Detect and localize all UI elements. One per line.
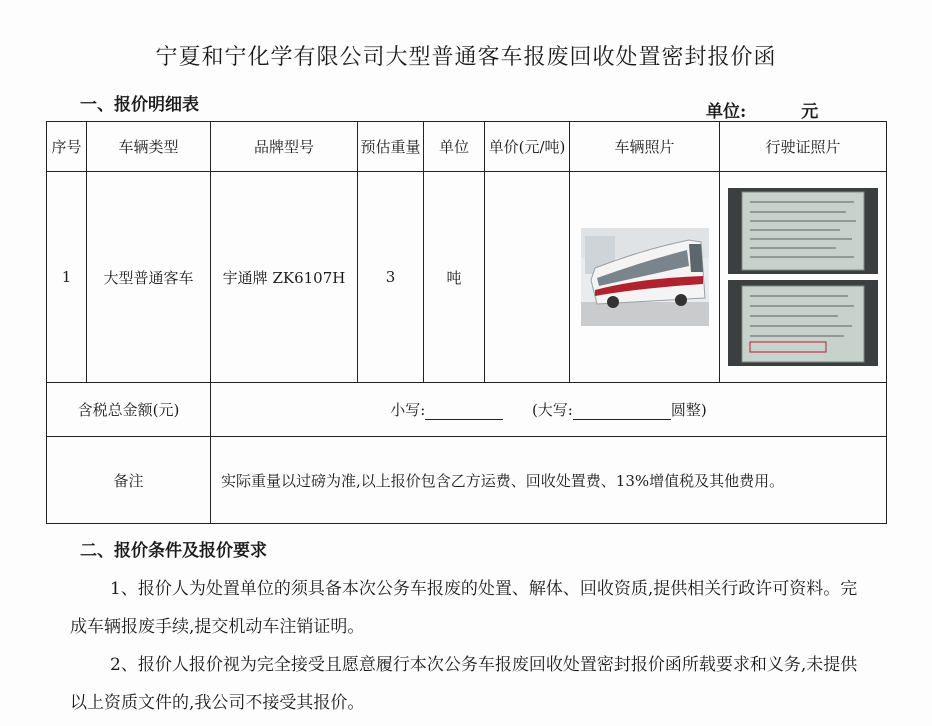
total-big-blank bbox=[573, 405, 671, 420]
quote-table bbox=[46, 121, 887, 524]
document-title: 宁夏和宁化学有限公司大型普通客车报废回收处置密封报价函 bbox=[155, 45, 777, 70]
requirement-paragraph-2: 2、报价人报价视为完全接受且愿意履行本次公务车报废回收处置密封报价函所载要求和义务,未提供以上资质文件的,我公司不接受其报价。 bbox=[70, 655, 858, 713]
total-label: 含税总金额(元) bbox=[47, 383, 211, 437]
header-unit: 单位 bbox=[424, 122, 485, 172]
total-amount-cell bbox=[211, 383, 887, 437]
section-1-heading: 一、报价明细表 bbox=[80, 95, 199, 115]
license-photo-top bbox=[728, 188, 878, 274]
cell-unit-price bbox=[485, 172, 570, 383]
note-text: 实际重量以过磅为准,以上报价包含乙方运费、回收处置费、13%增值税及其他费用。 bbox=[211, 437, 887, 524]
unit-value: 元 bbox=[801, 102, 819, 122]
total-big-label: (大写: bbox=[531, 401, 573, 419]
table-header-row bbox=[47, 122, 887, 172]
header-est-weight: 预估重量 bbox=[358, 122, 424, 172]
header-seq: 序号 bbox=[47, 122, 87, 172]
unit-label bbox=[706, 97, 818, 122]
bus-photo bbox=[581, 228, 709, 326]
header-vehicle-type: 车辆类型 bbox=[87, 122, 211, 172]
total-small-label: 小写: bbox=[390, 401, 426, 419]
requirement-paragraph-1: 1、报价人为处置单位的须具备本次公务车报废的处置、解体、回收资质,提供相关行政许可资料。完成车辆报废手续,提交机动车注销证明。 bbox=[70, 579, 858, 637]
total-row bbox=[47, 383, 887, 437]
total-small-blank bbox=[425, 405, 503, 420]
section-2-heading: 二、报价条件及报价要求 bbox=[80, 541, 267, 561]
cell-vehicle-type: 大型普通客车 bbox=[87, 172, 211, 383]
cell-brand-model: 宇通牌 ZK6107H bbox=[211, 172, 358, 383]
table-row bbox=[47, 172, 887, 383]
unit-label-text: 单位: bbox=[706, 102, 747, 122]
total-big-suffix: 圆整) bbox=[670, 401, 707, 419]
cell-unit: 吨 bbox=[424, 172, 485, 383]
header-brand-model: 品牌型号 bbox=[211, 122, 358, 172]
license-photo-bottom bbox=[728, 280, 878, 366]
header-unit-price: 单价(元/吨) bbox=[485, 122, 570, 172]
header-vehicle-photo: 车辆照片 bbox=[570, 122, 720, 172]
header-license-photo: 行驶证照片 bbox=[720, 122, 887, 172]
cell-est-weight: 3 bbox=[358, 172, 424, 383]
vehicle-photo-cell bbox=[570, 172, 720, 383]
license-photo-cell bbox=[720, 172, 887, 383]
cell-seq: 1 bbox=[47, 172, 87, 383]
note-row bbox=[47, 437, 887, 524]
note-label: 备注 bbox=[47, 437, 211, 524]
